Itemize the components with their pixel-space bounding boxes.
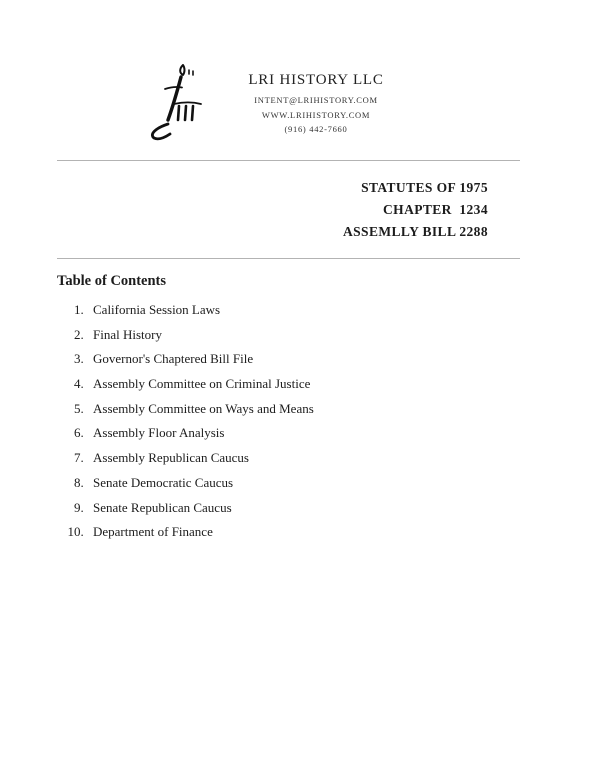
toc-item: 2. Final History xyxy=(87,328,314,342)
contact-block xyxy=(231,60,401,139)
toc-item: 6. Assembly Floor Analysis xyxy=(87,426,314,440)
toc-item: 10. Department of Finance xyxy=(87,525,314,539)
lri-lamp-logo-icon xyxy=(145,60,217,142)
website-text: WWW.LRIHISTORY.COM xyxy=(261,109,371,120)
assembly-bill-number: ASSEMLLY BILL 2288 xyxy=(342,224,488,239)
toc-item: 9. Senate Republican Caucus xyxy=(87,501,314,515)
toc-item: 4. Assembly Committee on Criminal Justice xyxy=(87,377,314,391)
phone-text: (916) 442-7660 xyxy=(284,124,348,134)
company-name: LRI HISTORY LLC xyxy=(248,72,384,88)
divider-bottom xyxy=(57,258,520,259)
toc-item: 5. Assembly Committee on Ways and Means xyxy=(87,402,314,416)
toc-title: Table of Contents xyxy=(57,273,167,289)
statutes-year: STATUTES OF 1975 xyxy=(361,180,488,195)
toc-item: 1. California Session Laws xyxy=(87,303,314,317)
toc-list xyxy=(57,303,314,550)
email-text: INTENT@LRIHISTORY.COM xyxy=(254,95,378,105)
divider-top xyxy=(57,160,520,161)
toc-item: 7. Assembly Republican Caucus xyxy=(87,451,314,465)
toc-item: 8. Senate Democratic Caucus xyxy=(87,476,314,490)
letterhead xyxy=(145,60,401,142)
statutes-block xyxy=(343,177,488,243)
toc-item: 3. Governor's Chaptered Bill File xyxy=(87,352,314,366)
chapter-number: CHAPTER 1234 xyxy=(383,202,488,217)
